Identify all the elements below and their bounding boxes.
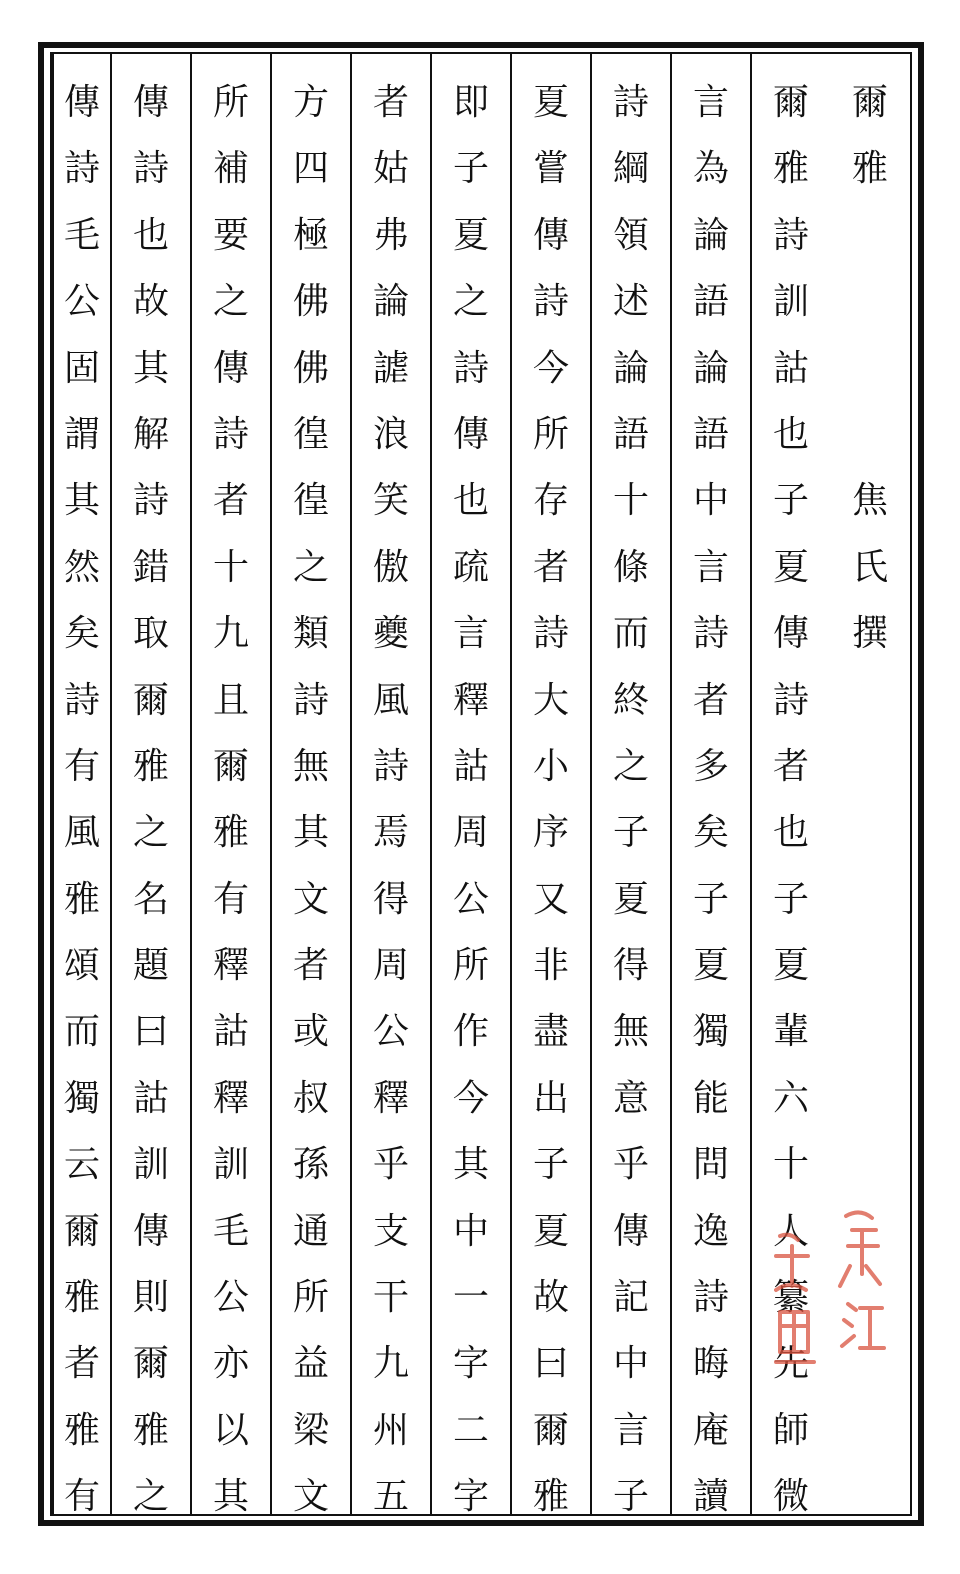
character: 所 [452,945,489,987]
character: 釋 [452,679,489,721]
character: 之 [132,812,169,854]
character: 者 [63,1343,100,1385]
character: 條 [612,546,649,588]
character: 詩 [212,413,249,455]
character: 雅 [132,745,169,787]
character: 嘗 [532,148,569,190]
character: 詩 [612,82,649,123]
character: 之 [452,281,489,323]
character: 詁 [772,347,809,389]
character: 意 [612,1077,649,1119]
character: 詩 [772,679,809,721]
character: 公 [452,878,489,920]
character: 者 [372,82,409,123]
character: 晦 [692,1343,729,1385]
character: 人 [772,1210,809,1252]
character: 訓 [212,1144,249,1186]
character: 雅 [63,1409,100,1451]
character: 語 [692,413,729,455]
character: 獨 [692,1011,729,1053]
character: 有 [63,745,100,787]
character: 述 [612,281,649,323]
character: 然 [63,546,100,588]
character: 也 [772,413,809,455]
character: 謔 [372,347,409,389]
character: 傳 [132,82,169,123]
character: 者 [292,945,329,987]
character: 夏 [532,82,569,123]
character: 詁 [212,1011,249,1053]
character: 矣 [63,613,100,655]
character: 作 [452,1011,489,1053]
character: 微 [772,1476,809,1518]
character: 有 [212,878,249,920]
character: 文 [292,878,329,920]
character: 大 [532,679,569,721]
character: 字 [452,1343,489,1385]
character: 詩 [132,480,169,522]
character: 夏 [772,546,809,588]
character: 錯 [132,546,169,588]
character: 爾 [132,679,169,721]
character: 之 [132,1476,169,1518]
character: 詩 [372,745,409,787]
character: 爾 [532,1409,569,1451]
character: 讀 [692,1476,729,1518]
character: 詩 [772,214,809,256]
character: 周 [452,812,489,854]
character: 益 [292,1343,329,1385]
character: 爾 [851,82,888,123]
character: 得 [372,878,409,920]
character: 雅 [212,812,249,854]
character: 者 [212,480,249,522]
character: 之 [212,281,249,323]
character: 傳 [63,82,100,123]
character: 無 [292,745,329,787]
character: 曰 [532,1343,569,1385]
character: 風 [372,679,409,721]
character: 爾 [772,82,809,123]
character: 論 [372,281,409,323]
character: 字 [452,1476,489,1518]
character: 焉 [372,812,409,854]
character: 所 [532,413,569,455]
text-column [110,54,190,1518]
character: 夏 [452,214,489,256]
character: 師 [772,1409,809,1451]
character: 子 [772,878,809,920]
character: 笑 [372,480,409,522]
character: 梁 [292,1409,329,1451]
character: 佛 [292,347,329,389]
character: 詩 [692,613,729,655]
character: 盡 [532,1011,569,1053]
character: 小 [532,745,569,787]
character: 補 [212,148,249,190]
character: 記 [612,1277,649,1319]
character: 極 [292,214,329,256]
character: 九 [372,1343,409,1385]
character: 所 [292,1277,329,1319]
character: 十 [212,546,249,588]
character: 訓 [132,1144,169,1186]
character: 徨 [292,480,329,522]
character: 中 [452,1210,489,1252]
character: 詁 [132,1077,169,1119]
character: 而 [63,1011,100,1053]
character: 通 [292,1210,329,1252]
character: 語 [612,413,649,455]
character: 子 [612,1476,649,1518]
character: 訓 [772,281,809,323]
character: 者 [692,679,729,721]
text-column [52,54,110,1518]
character: 詩 [532,281,569,323]
character: 庵 [692,1409,729,1451]
character: 傳 [772,613,809,655]
character: 二 [452,1409,489,1451]
character: 夏 [532,1210,569,1252]
text-column [190,54,270,1518]
character: 要 [212,214,249,256]
character: 問 [692,1144,729,1186]
character: 詩 [292,679,329,721]
character: 之 [292,546,329,588]
character: 語 [692,281,729,323]
character: 言 [692,546,729,588]
character: 一 [452,1277,489,1319]
character: 方 [292,82,329,123]
character: 出 [532,1077,569,1119]
character: 傳 [612,1210,649,1252]
character: 論 [612,347,649,389]
character: 子 [532,1144,569,1186]
seal-stamp [762,1196,888,1380]
character: 其 [292,812,329,854]
character: 頌 [63,945,100,987]
character: 詩 [63,148,100,190]
character: 言 [452,613,489,655]
character: 浪 [372,413,409,455]
character: 今 [532,347,569,389]
character: 夏 [612,878,649,920]
character: 傲 [372,546,409,588]
character: 公 [212,1277,249,1319]
character: 固 [63,347,100,389]
character: 言 [692,82,729,123]
character: 逸 [692,1210,729,1252]
character: 故 [132,281,169,323]
character: 多 [692,745,729,787]
character: 姑 [372,148,409,190]
text-column [270,54,350,1518]
character: 干 [372,1277,409,1319]
character: 今 [452,1077,489,1119]
character: 且 [212,679,249,721]
character: 言 [612,1409,649,1451]
character: 文 [292,1476,329,1518]
character: 子 [452,148,489,190]
character: 能 [692,1077,729,1119]
character: 夏 [692,945,729,987]
character: 撰 [851,613,888,655]
character: 詩 [532,613,569,655]
character: 風 [63,812,100,854]
character: 論 [692,214,729,256]
character: 者 [772,745,809,787]
character: 有 [63,1476,100,1518]
character: 傳 [532,214,569,256]
character: 序 [532,812,569,854]
character: 州 [372,1409,409,1451]
character: 又 [532,878,569,920]
character: 釋 [212,1077,249,1119]
character: 爾 [63,1210,100,1252]
text-column [350,54,430,1518]
character: 其 [212,1476,249,1518]
character: 所 [212,82,249,123]
character: 乎 [372,1144,409,1186]
character: 疏 [452,546,489,588]
character: 其 [132,347,169,389]
character: 雅 [63,878,100,920]
character: 獨 [63,1077,100,1119]
character: 以 [212,1409,249,1451]
character: 論 [692,347,729,389]
character: 孫 [292,1144,329,1186]
text-column [510,54,590,1518]
character: 十 [612,480,649,522]
character: 詁 [452,745,489,787]
character: 中 [692,480,729,522]
character: 毛 [212,1210,249,1252]
character: 雅 [63,1277,100,1319]
character: 六 [772,1077,809,1119]
character: 曰 [132,1011,169,1053]
text-column [590,54,670,1518]
character: 或 [292,1011,329,1053]
character: 即 [452,82,489,123]
character: 公 [372,1011,409,1053]
character: 爾 [132,1343,169,1385]
character: 釋 [212,945,249,987]
character: 非 [532,945,569,987]
character: 焦 [851,480,888,522]
character: 其 [452,1144,489,1186]
character: 夔 [372,613,409,655]
character: 釋 [372,1077,409,1119]
character: 詩 [63,679,100,721]
character: 輩 [772,1011,809,1053]
character: 也 [452,480,489,522]
character: 五 [372,1476,409,1518]
character: 者 [532,546,569,588]
character: 詩 [452,347,489,389]
character: 十 [772,1144,809,1186]
character: 詩 [132,148,169,190]
character: 綱 [612,148,649,190]
character: 傳 [452,413,489,455]
character: 佛 [292,281,329,323]
character: 支 [372,1210,409,1252]
character: 先 [772,1343,809,1385]
character: 云 [63,1144,100,1186]
character: 毛 [63,214,100,256]
character: 傳 [212,347,249,389]
character: 雅 [851,148,888,190]
character: 夏 [772,945,809,987]
character: 徨 [292,413,329,455]
character: 周 [372,945,409,987]
character: 取 [132,613,169,655]
character: 弗 [372,214,409,256]
character: 九 [212,613,249,655]
character: 名 [132,878,169,920]
character: 故 [532,1277,569,1319]
character: 公 [63,281,100,323]
character: 也 [132,214,169,256]
character: 無 [612,1011,649,1053]
character: 詩 [692,1277,729,1319]
character: 雅 [132,1409,169,1451]
character: 氏 [851,546,888,588]
character: 也 [772,812,809,854]
character: 領 [612,214,649,256]
text-column [670,54,750,1518]
character: 爾 [212,745,249,787]
character: 題 [132,945,169,987]
character: 類 [292,613,329,655]
character: 四 [292,148,329,190]
character: 為 [692,148,729,190]
character: 解 [132,413,169,455]
character: 得 [612,945,649,987]
character: 中 [612,1343,649,1385]
character: 傳 [132,1210,169,1252]
character: 子 [612,812,649,854]
text-column [430,54,510,1518]
character: 子 [692,878,729,920]
character: 其 [63,480,100,522]
character: 矣 [692,812,729,854]
character: 纂 [772,1277,809,1319]
character: 終 [612,679,649,721]
character: 叔 [292,1077,329,1119]
character: 存 [532,480,569,522]
character: 雅 [772,148,809,190]
character: 謂 [63,413,100,455]
character: 而 [612,613,649,655]
character: 乎 [612,1144,649,1186]
character: 亦 [212,1343,249,1385]
character: 雅 [532,1476,569,1518]
character: 子 [772,480,809,522]
character: 則 [132,1277,169,1319]
character: 之 [612,745,649,787]
